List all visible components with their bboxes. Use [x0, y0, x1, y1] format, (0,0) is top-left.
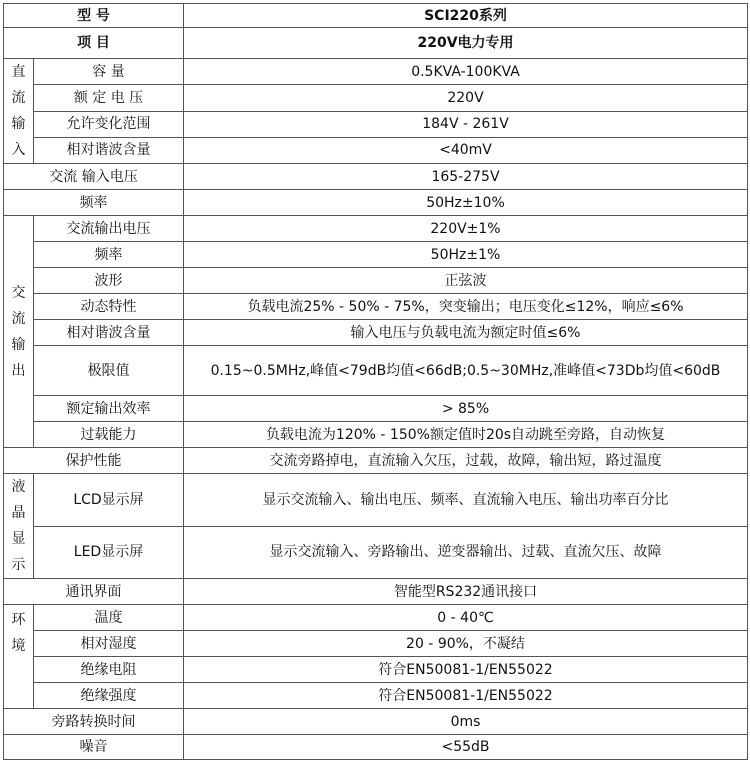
spec-table — [3, 3, 748, 760]
row-value: 0 - 40℃ — [184, 605, 748, 631]
table-row — [4, 735, 748, 760]
row-value: 220V — [184, 85, 748, 111]
item-label: 项 目 — [4, 28, 184, 59]
row-value: 220V±1% — [184, 216, 748, 242]
table-row — [4, 294, 748, 320]
row-label: 动态特性 — [34, 294, 184, 320]
table-row — [4, 605, 748, 631]
row-value: 符合EN50081-1/EN55022 — [184, 683, 748, 709]
row-value: 显示交流输入、输出电压、频率、直流输入电压、输出功率百分比 — [184, 474, 748, 527]
row-value: 负载电流为120% - 150%额定值时20s自动跳至旁路，自动恢复 — [184, 422, 748, 448]
table-row — [4, 422, 748, 448]
table-row — [4, 4, 748, 28]
table-row — [4, 709, 748, 735]
table-row — [4, 28, 748, 59]
table-row — [4, 526, 748, 579]
row-label: 绝缘强度 — [34, 683, 184, 709]
table-row — [4, 474, 748, 527]
table-row — [4, 164, 748, 190]
table-row — [4, 242, 748, 268]
table-row — [4, 683, 748, 709]
row-value: 符合EN50081-1/EN55022 — [184, 657, 748, 683]
row-label: 过载能力 — [34, 422, 184, 448]
row-label: LCD显示屏 — [34, 474, 184, 527]
dc-input-group: 直 流 输 入 — [4, 59, 34, 164]
table-row — [4, 448, 748, 474]
noise-label: 噪音 — [4, 735, 184, 760]
noise-value: <55dB — [184, 735, 748, 760]
row-label: 相对谐波含量 — [34, 137, 184, 163]
row-value: 50Hz±1% — [184, 242, 748, 268]
row-value: 负载电流25% - 50% - 75%，突变输出；电压变化≤12%，响应≤6% — [184, 294, 748, 320]
table-row — [4, 190, 748, 216]
table-row — [4, 579, 748, 605]
table-row — [4, 111, 748, 137]
protection-label: 保护性能 — [4, 448, 184, 474]
bypass-label: 旁路转换时间 — [4, 709, 184, 735]
table-row — [4, 85, 748, 111]
protection-value: 交流旁路掉电，直流输入欠压，过载，故障，输出短，路过温度 — [184, 448, 748, 474]
row-label: 额 定 电 压 — [34, 85, 184, 111]
environment-group: 环 境 — [4, 605, 34, 709]
model-value: SCI220系列 — [184, 4, 748, 28]
row-label: 额定输出效率 — [34, 396, 184, 422]
ac-input-voltage-value: 165-275V — [184, 164, 748, 190]
ac-output-group: 交 流 输 出 — [4, 216, 34, 448]
row-value: 184V - 261V — [184, 111, 748, 137]
row-value: 正弦波 — [184, 268, 748, 294]
ac-input-voltage-label: 交流 输入电压 — [4, 164, 184, 190]
table-row — [4, 137, 748, 163]
table-row — [4, 268, 748, 294]
row-value: 0.5KVA-100KVA — [184, 59, 748, 85]
row-label: 相对谐波含量 — [34, 320, 184, 346]
table-row — [4, 346, 748, 396]
row-label: 温度 — [34, 605, 184, 631]
row-label: 极限值 — [34, 346, 184, 396]
table-row — [4, 216, 748, 242]
row-label: 绝缘电阻 — [34, 657, 184, 683]
table-row — [4, 631, 748, 657]
comm-value: 智能型RS232通讯接口 — [184, 579, 748, 605]
row-label: LED显示屏 — [34, 526, 184, 579]
display-group: 液 晶 显 示 — [4, 474, 34, 579]
ac-input-freq-value: 50Hz±10% — [184, 190, 748, 216]
table-row — [4, 657, 748, 683]
model-label: 型 号 — [4, 4, 184, 28]
table-row — [4, 59, 748, 85]
bypass-value: 0ms — [184, 709, 748, 735]
ac-input-freq-label: 频率 — [4, 190, 184, 216]
row-value: 输入电压与负载电流为额定时值≤6% — [184, 320, 748, 346]
row-value: 20 - 90%，不凝结 — [184, 631, 748, 657]
comm-label: 通讯界面 — [4, 579, 184, 605]
row-value: 0.15~0.5MHz,峰值<79dB均值<66dB;0.5~30MHz,准峰值<73Db均值<60dB — [184, 346, 748, 396]
row-label: 波形 — [34, 268, 184, 294]
table-row — [4, 396, 748, 422]
row-label: 允许变化范围 — [34, 111, 184, 137]
row-label: 频率 — [34, 242, 184, 268]
row-label: 交流输出电压 — [34, 216, 184, 242]
table-row — [4, 320, 748, 346]
item-value: 220V电力专用 — [184, 28, 748, 59]
row-value: 显示交流输入、旁路输出、逆变器输出、过载、直流欠压、故障 — [184, 526, 748, 579]
row-label: 容 量 — [34, 59, 184, 85]
row-value: > 85% — [184, 396, 748, 422]
row-value: <40mV — [184, 137, 748, 163]
row-label: 相对湿度 — [34, 631, 184, 657]
